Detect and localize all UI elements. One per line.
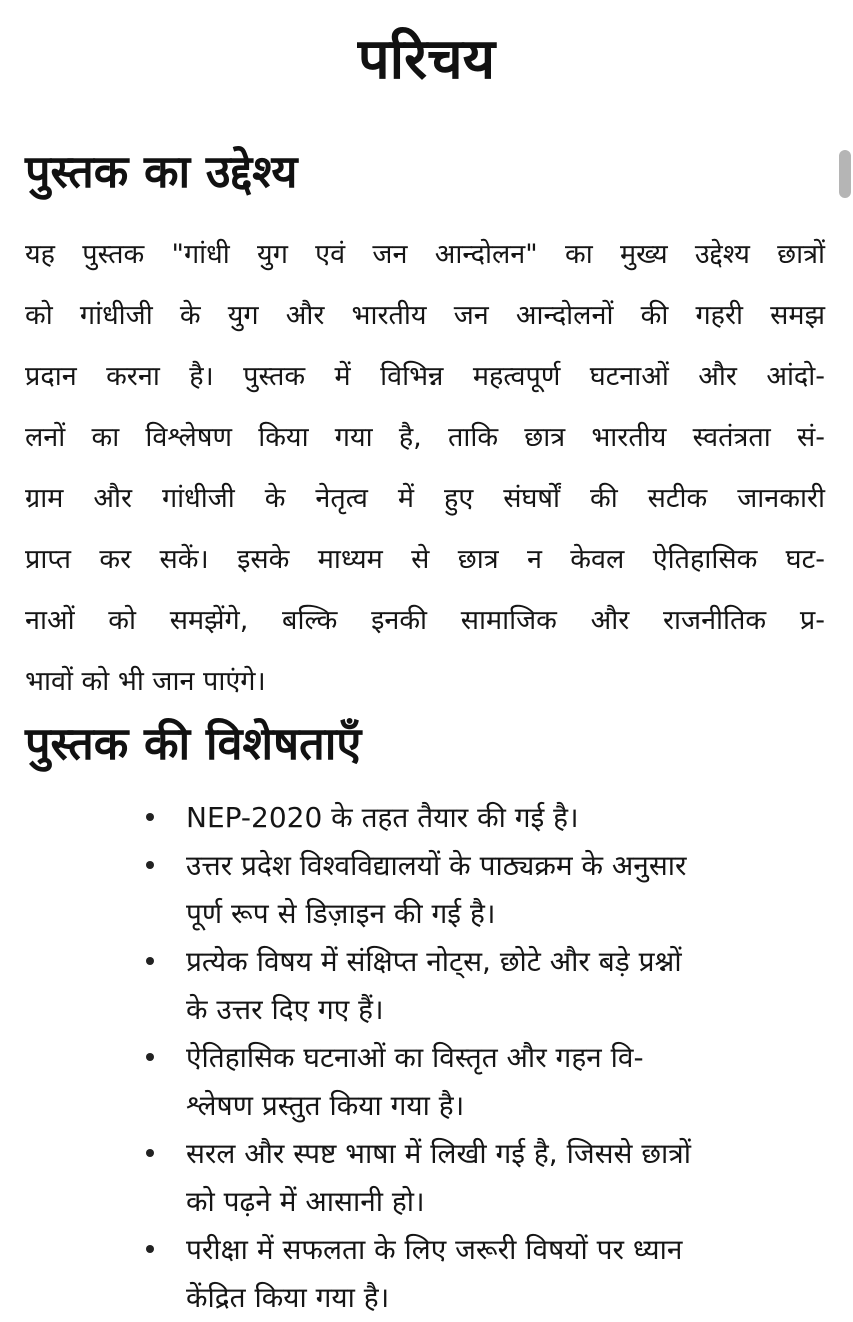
list-item [0,1034,826,1130]
list-item-line: सरल और स्पष्ट भाषा में लिखी गई है, जिससे छात्रों [186,1137,691,1170]
list-item-line: NEP-2020 के तहत तैयार की गई है। [186,801,579,834]
paragraph-line: लनों का विश्लेषण किया गया है, ताकि छात्र भारतीय स्वतंत्रता सं- [25,422,825,453]
list-item [0,842,826,938]
paragraph-line: प्रदान करना है। पुस्तक में विभिन्न महत्वपूर्ण घटनाओं और आंदो- [25,361,825,392]
bullet-icon [146,861,154,869]
list-item-line: परीक्षा में सफलता के लिए जरूरी विषयों पर ध्यान [186,1233,683,1266]
list-item-line: ऐतिहासिक घटनाओं का विस्तृत और गहन वि- [186,1041,644,1074]
list-item-line: पूर्ण रूप से डिज़ाइन की गई है। [186,897,496,930]
paragraph-line: भावों को भी जान पाएंगे। [25,666,266,697]
list-item-line: के उत्तर दिए गए हैं। [186,993,384,1026]
list-item-line: उत्तर प्रदेश विश्वविद्यालयों के पाठ्यक्रम के अनुसार [186,849,687,882]
bullet-icon [146,1245,154,1253]
objective-paragraph [25,224,825,712]
section-heading-objective: पुस्तक का उद्देश्य [25,145,298,198]
bullet-icon [146,1149,154,1157]
list-item [0,938,826,1034]
bullet-icon [146,957,154,965]
bullet-icon [146,813,154,821]
list-item-line: प्रत्येक विषय में संक्षिप्त नोट्स, छोटे और बड़े प्रश्नों [186,945,682,978]
paragraph-line: को गांधीजी के युग और भारतीय जन आन्दोलनों की गहरी समझ [25,300,825,331]
section-heading-features: पुस्तक की विशेषताएँ [25,717,362,770]
paragraph-line: ग्राम और गांधीजी के नेतृत्व में हुए संघर्षों की सटीक जानकारी [25,483,825,514]
list-item [0,794,826,842]
paragraph-line: नाओं को समझेंगे, बल्कि इनकी सामाजिक और राजनीतिक प्र- [25,605,825,636]
bullet-icon [146,1053,154,1061]
scrollbar-thumb[interactable] [839,150,851,198]
page-title: परिचय [357,27,496,92]
list-item [0,1130,826,1226]
list-item-line: को पढ़ने में आसानी हो। [186,1185,425,1218]
list-item-line: श्लेषण प्रस्तुत किया गया है। [186,1089,465,1122]
paragraph-line: यह पुस्तक "गांधी युग एवं जन आन्दोलन" का मुख्य उद्देश्य छात्रों [25,239,825,270]
features-list [0,794,853,1322]
paragraph-line: प्राप्त कर सकें। इसके माध्यम से छात्र न केवल ऐतिहासिक घट- [25,544,825,575]
list-item-line: केंद्रित किया गया है। [186,1281,390,1314]
list-item [0,1226,826,1322]
